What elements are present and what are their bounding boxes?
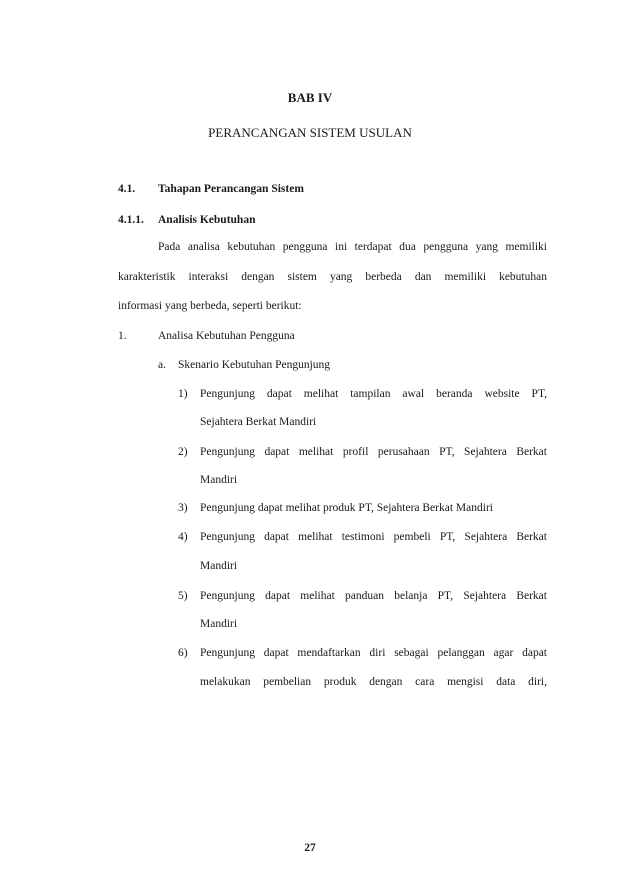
list-item-number: 3) (178, 502, 188, 514)
list-item-line: Sejahtera Berkat Mandiri (200, 416, 317, 428)
list-item-number: 5) (178, 590, 188, 602)
list-item-line: Mandiri (200, 560, 238, 572)
section-title: Tahapan Perancangan Sistem (158, 183, 304, 195)
sublist-title: Skenario Kebutuhan Pengunjung (178, 359, 331, 371)
list-item-line: Pengunjung dapat melihat tampilan awal beranda website PT, (200, 388, 547, 400)
page-number: 27 (304, 842, 316, 854)
list-item-line: Pengunjung dapat melihat produk PT, Sejahtera Berkat Mandiri (200, 502, 493, 514)
list-item-line: Pengunjung dapat mendaftarkan diri sebagai pelanggan agar dapat (200, 647, 547, 659)
chapter-subtitle: PERANCANGAN SISTEM USULAN (208, 125, 412, 140)
sublist-letter: a. (158, 359, 166, 371)
subsection-number: 4.1.1. (118, 214, 144, 226)
chapter-title: BAB IV (287, 90, 333, 105)
list-item-line: Pengunjung dapat melihat panduan belanja PT, Sejahtera Berkat (200, 590, 547, 602)
section-number: 4.1. (118, 183, 136, 195)
list-item-line: Mandiri (200, 474, 238, 486)
paragraph-line: karakteristik interaksi dengan sistem yang berbeda dan memiliki kebutuhan (118, 271, 547, 283)
list-item-line: Mandiri (200, 618, 238, 630)
list-title: Analisa Kebutuhan Pengguna (158, 330, 295, 342)
subsection-title: Analisis Kebutuhan (158, 214, 256, 226)
list-item-line: Pengunjung dapat melihat testimoni pembeli PT, Sejahtera Berkat (200, 531, 547, 543)
list-item-line: melakukan pembelian produk dengan cara mengisi data diri, (200, 676, 547, 688)
list-item-number: 2) (178, 446, 188, 458)
list-number: 1. (118, 330, 127, 342)
list-item-number: 4) (178, 531, 188, 543)
list-item-number: 1) (178, 388, 188, 400)
paragraph-line: Pada analisa kebutuhan pengguna ini terdapat dua pengguna yang memiliki (158, 241, 547, 253)
list-item-line: Pengunjung dapat melihat profil perusahaan PT, Sejahtera Berkat (200, 446, 547, 458)
paragraph-line: informasi yang berbeda, seperti berikut: (118, 300, 302, 312)
list-item-number: 6) (178, 647, 188, 659)
